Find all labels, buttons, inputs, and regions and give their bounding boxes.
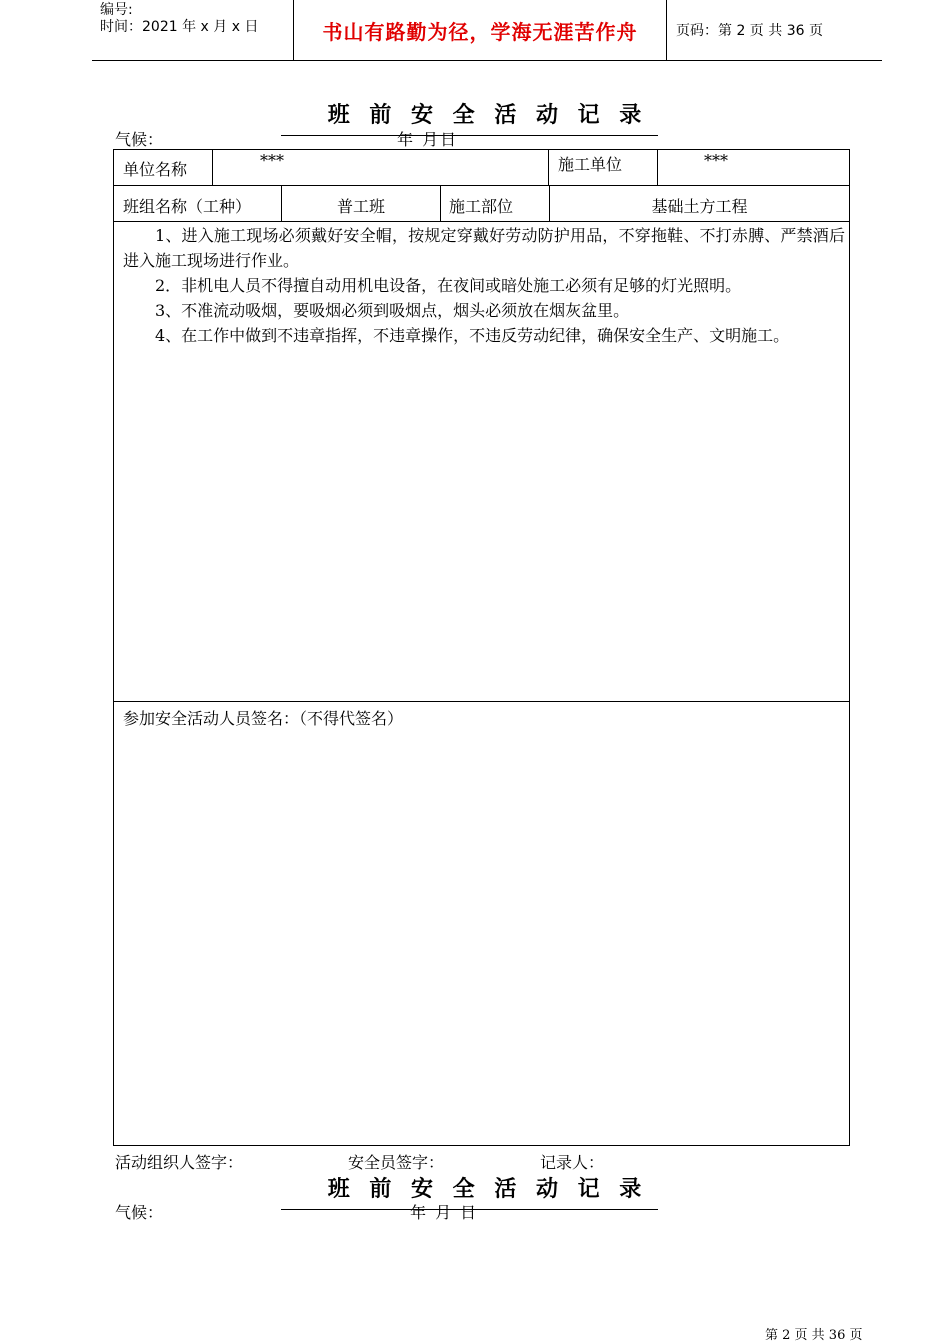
table-col-divider [212, 150, 213, 185]
date-text: 年 月日 [397, 130, 459, 149]
header-page-info: 页码：第 2 页 共 36 页 [676, 23, 823, 39]
table-row-divider [114, 221, 849, 222]
safety-rules-content [123, 223, 845, 348]
unit-name-value: *** [260, 151, 284, 170]
header-motto: 书山有路勤为径，学海无涯苦作舟 [322, 20, 638, 44]
table-row-divider [114, 185, 849, 186]
team-name-value: 普工班 [336, 197, 385, 216]
safety-rule: 2．非机电人员不得擅自动用机电设备，在夜间或暗处施工必须有足够的灯光照明。 [155, 276, 742, 295]
weather-label: 气候： [115, 1203, 164, 1222]
date-line [281, 135, 658, 136]
safety-rule: 4、在工作中做到不违章指挥，不违章操作，不违反劳动纪律，确保安全生产、文明施工。 [155, 326, 790, 345]
document-time: 时间：2021 年 x 月 x 日 [100, 19, 259, 35]
table-col-divider [657, 150, 658, 185]
record-title: 班 前 安 全 活 动 记 录 [327, 102, 648, 128]
page-header [92, 0, 882, 61]
construction-unit-label: 施工单位 [558, 155, 623, 174]
table-col-divider [440, 185, 441, 221]
activity-record-table [113, 149, 850, 1146]
participants-signature-label: 参加安全活动人员签名：（不得代签名） [123, 709, 404, 728]
document-number-label: 编号: [100, 2, 133, 18]
construction-location-value: 基础土方工程 [651, 197, 748, 216]
header-divider [666, 0, 667, 60]
construction-location-label: 施工部位 [449, 197, 514, 216]
recorder-label: 记录人： [540, 1153, 605, 1172]
table-row-divider [114, 701, 849, 702]
header-meta [100, 2, 258, 36]
unit-name-label: 单位名称 [123, 160, 188, 179]
table-col-divider [548, 150, 549, 185]
date-text: 年 月 日 [410, 1203, 479, 1222]
safety-officer-signature-label: 安全员签字： [348, 1153, 445, 1172]
page-footer: 第 2 页 共 36 页 [765, 1328, 863, 1343]
construction-unit-value: *** [704, 151, 728, 170]
safety-rule: 3、不准流动吸烟，要吸烟必须到吸烟点，烟头必须放在烟灰盆里。 [155, 301, 630, 320]
safety-rule: 1、进入施工现场必须戴好安全帽，按规定穿戴好劳动防护用品，不穿拖鞋、不打赤膊、严禁酒后进入施工现场进行作业。 [123, 226, 845, 270]
weather-label: 气候： [115, 130, 164, 149]
record-title: 班 前 安 全 活 动 记 录 [327, 1176, 648, 1202]
team-name-label: 班组名称（工种） [123, 197, 252, 216]
organizer-signature-label: 活动组织人签字： [115, 1153, 244, 1172]
header-divider [293, 0, 294, 60]
